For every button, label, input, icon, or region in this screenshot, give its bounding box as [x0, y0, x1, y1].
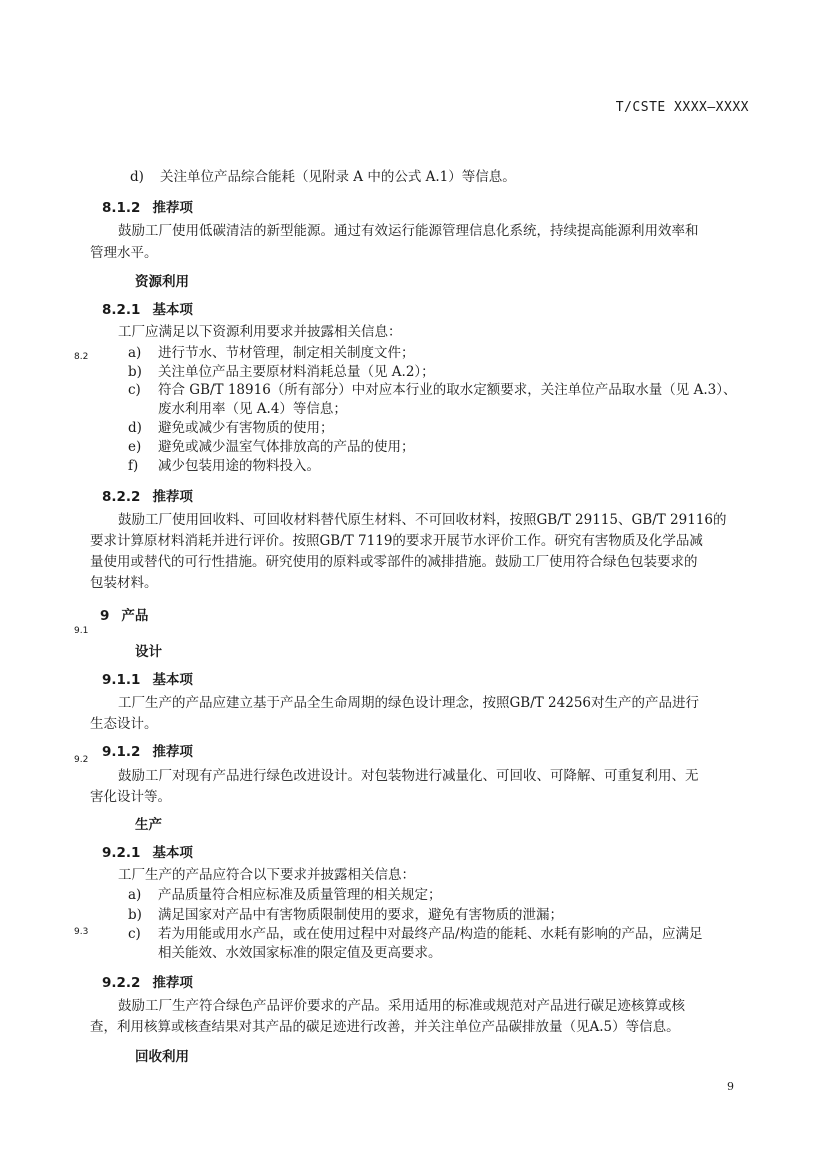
list-item	[128, 884, 442, 906]
paragraph-line: 管理水平。	[90, 245, 158, 261]
margin-number-9-1: 9.1	[74, 626, 89, 636]
margin-number-8-2: 8.2	[74, 352, 89, 362]
list-item-tag: a)	[128, 345, 142, 361]
section-heading-9-2-1	[102, 841, 193, 861]
list-item-tag: f)	[128, 458, 139, 474]
list-item-tag: e)	[128, 439, 142, 455]
section-heading-9-1-1	[102, 668, 193, 688]
list-item-tag: b)	[128, 907, 142, 923]
list-item-continuation: 相关能效、水效国家标准的限定值及更高要求。	[158, 945, 442, 961]
section-heading-9-1-2	[102, 740, 193, 760]
paragraph-line: 害化设计等。	[90, 789, 171, 805]
section-heading-9-1: 设计	[135, 644, 162, 660]
section-number: 9.2.1	[102, 845, 141, 861]
margin-number-9-3: 9.3	[74, 927, 89, 937]
section-number: 9.2.2	[102, 975, 141, 991]
list-item-text: 避免或减少有害物质的使用；	[158, 420, 334, 436]
chapter-heading-9	[100, 604, 148, 624]
section-heading-8-2: 资源利用	[135, 274, 189, 290]
paragraph-line: 量使用或替代的可行性措施。研究使用的原料或零部件的减排措施。鼓励工厂使用符合绿色包装要求的	[90, 554, 698, 570]
list-item-tag: d)	[130, 169, 144, 185]
section-title: 推荐项	[152, 200, 193, 216]
list-item-text: 减少包装用途的物料投入。	[158, 458, 320, 474]
list-item	[130, 166, 516, 188]
list-item-text: 避免或减少温室气体排放高的产品的使用；	[158, 439, 415, 455]
paragraph-line: 工厂应满足以下资源利用要求并披露相关信息：	[118, 324, 402, 340]
list-item-text: 符合 GB/T 18916（所有部分）中对应本行业的取水定额要求，关注单位产品取水量（见 A.3）、	[158, 382, 737, 398]
section-heading-8-2-2	[102, 485, 193, 505]
list-item-tag: c)	[128, 382, 141, 398]
list-item-text: 若为用能或用水产品，或在使用过程中对最终产品/构造的能耗、水耗有影响的产品，应满足	[158, 926, 703, 942]
document-code: T/CSTE XXXX—XXXX	[615, 100, 749, 115]
list-item-continuation: 废水利用率（见 A.4）等信息；	[158, 401, 347, 417]
section-title: 基本项	[152, 302, 193, 318]
section-title: 推荐项	[152, 744, 193, 760]
section-number: 9.1.2	[102, 744, 141, 760]
paragraph-line: 要求计算原材料消耗并进行评价。按照GB/T 7119的要求开展节水评价工作。研究有害物质及化学品减	[90, 533, 703, 549]
section-title: 基本项	[152, 672, 193, 688]
section-title: 推荐项	[152, 975, 193, 991]
list-item-tag: b)	[128, 364, 142, 380]
section-heading-9-2: 生产	[135, 817, 162, 833]
list-item-tag: c)	[128, 926, 141, 942]
margin-number-9-2: 9.2	[74, 755, 89, 765]
list-item-text: 进行节水、节材管理，制定相关制度文件；	[158, 345, 415, 361]
paragraph-line: 鼓励工厂使用低碳清洁的新型能源。通过有效运行能源管理信息化系统，持续提高能源利用效率和	[118, 223, 699, 239]
paragraph-line: 生态设计。	[90, 716, 158, 732]
list-item-text: 关注单位产品综合能耗（见附录 A 中的公式 A.1）等信息。	[160, 169, 516, 185]
section-title: 推荐项	[152, 489, 193, 505]
paragraph-line: 鼓励工厂对现有产品进行绿色改进设计。对包装物进行减量化、可回收、可降解、可重复利用、无	[118, 768, 699, 784]
section-number: 9.1.1	[102, 672, 141, 688]
section-heading-9-3: 回收利用	[135, 1049, 189, 1065]
paragraph-line: 查，利用核算或核查结果对其产品的碳足迹进行改善，并关注单位产品碳排放量（见A.5）等信息。	[90, 1019, 680, 1035]
page-number: 9	[727, 1080, 734, 1093]
paragraph-line: 工厂生产的产品应建立基于产品全生命周期的绿色设计理念，按照GB/T 24256对生产的产品进行	[118, 695, 699, 711]
section-heading-8-2-1	[102, 298, 193, 318]
section-heading-8-1-2	[102, 196, 193, 216]
section-number: 9	[100, 608, 110, 624]
section-title: 基本项	[152, 845, 193, 861]
section-number: 8.2.2	[102, 489, 141, 505]
list-item	[128, 455, 320, 477]
list-item-tag: a)	[128, 887, 142, 903]
section-number: 8.1.2	[102, 200, 141, 216]
list-item-text: 满足国家对产品中有害物质限制使用的要求，避免有害物质的泄漏；	[158, 907, 563, 923]
section-number: 8.2.1	[102, 302, 141, 318]
list-item-tag: d)	[128, 420, 142, 436]
section-title: 产品	[121, 608, 149, 624]
section-heading-9-2-2	[102, 971, 193, 991]
list-item-text: 关注单位产品主要原材料消耗总量（见 A.2）；	[158, 364, 435, 380]
paragraph-line: 鼓励工厂使用回收料、可回收材料替代原生材料、不可回收材料，按照GB/T 29115、GB/T 29116的	[118, 512, 727, 528]
paragraph-line: 包装材料。	[90, 575, 158, 591]
list-item-text: 产品质量符合相应标准及质量管理的相关规定；	[158, 887, 442, 903]
paragraph-line: 鼓励工厂生产符合绿色产品评价要求的产品。采用适用的标准或规范对产品进行碳足迹核算或核	[118, 998, 685, 1014]
paragraph-line: 工厂生产的产品应符合以下要求并披露相关信息：	[118, 867, 415, 883]
